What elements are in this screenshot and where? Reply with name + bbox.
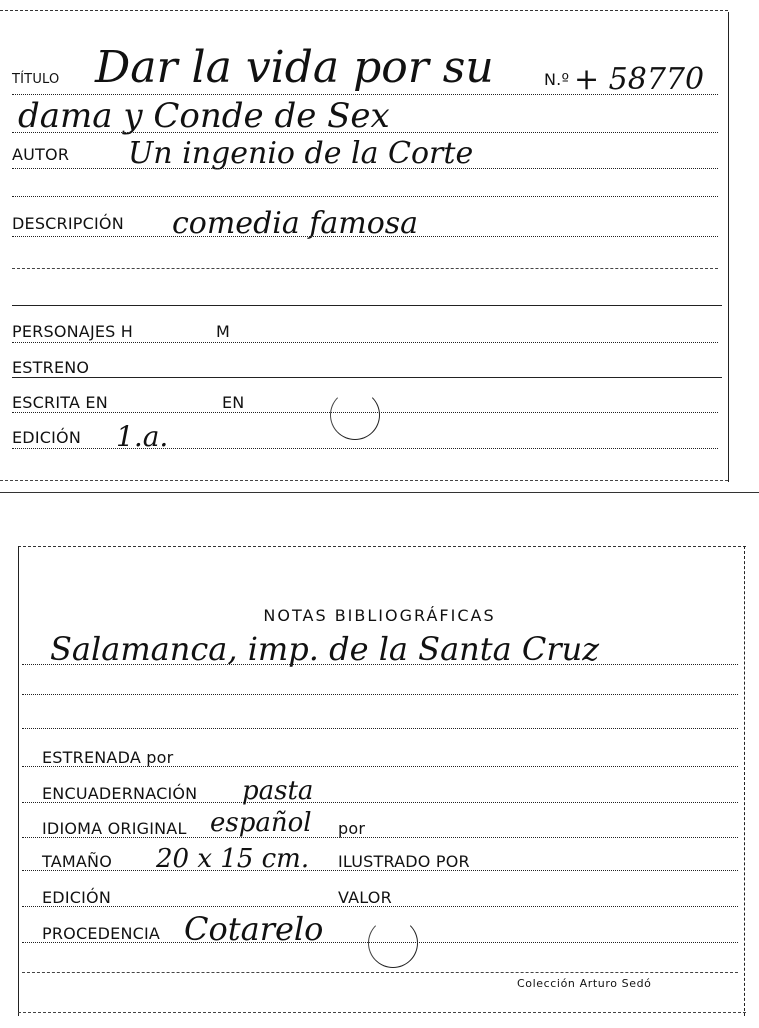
idioma-value: español bbox=[210, 808, 312, 838]
personajes-label: PERSONAJES H bbox=[12, 322, 134, 341]
descripcion-line-2 bbox=[12, 268, 718, 269]
tamano-label: TAMAÑO bbox=[42, 852, 112, 871]
encuadernacion-label: ENCUADERNACIÓN bbox=[42, 784, 198, 803]
procedencia-label: PROCEDENCIA bbox=[42, 924, 161, 943]
notas-line-2 bbox=[22, 694, 738, 695]
estreno-label: ESTRENO bbox=[12, 358, 90, 377]
descripcion-label: DESCRIPCIÓN bbox=[12, 214, 124, 233]
card-bottom-edge bbox=[18, 1012, 746, 1013]
autor-line bbox=[12, 168, 718, 169]
titulo-label: TÍTULO bbox=[12, 72, 60, 87]
notas-heading: NOTAS BIBLIOGRÁFICAS bbox=[263, 606, 496, 625]
escrita-en-label: EN bbox=[222, 393, 245, 412]
edicion-label-2: EDICIÓN bbox=[42, 888, 112, 907]
card-right-edge bbox=[728, 12, 729, 482]
por-label: por bbox=[338, 819, 366, 838]
card-bottom-edge bbox=[0, 480, 728, 481]
titulo-line bbox=[12, 94, 718, 95]
edicion-label: EDICIÓN bbox=[12, 428, 82, 447]
numero-value: + 58770 bbox=[574, 62, 705, 97]
idioma-label: IDIOMA ORIGINAL bbox=[42, 819, 187, 838]
procedencia-value: Cotarelo bbox=[184, 910, 324, 948]
card-divider bbox=[0, 492, 759, 493]
encuadernacion-value: pasta bbox=[242, 776, 314, 806]
tamano-line bbox=[22, 870, 738, 871]
edicion-line bbox=[12, 448, 718, 449]
card-top-edge bbox=[0, 10, 728, 11]
card-top-edge bbox=[18, 546, 746, 547]
descripcion-line bbox=[12, 236, 718, 237]
collection-credit: Colección Arturo Sedó bbox=[517, 977, 652, 990]
catalog-card-front bbox=[0, 0, 759, 492]
estreno-line bbox=[12, 377, 722, 378]
estrenada-label: ESTRENADA por bbox=[42, 748, 174, 767]
autor-label: AUTOR bbox=[12, 145, 70, 164]
edicion-value: 1.a. bbox=[116, 420, 169, 453]
notas-line-3 bbox=[22, 728, 738, 729]
catalog-card-back bbox=[0, 540, 759, 1028]
punch-hole bbox=[330, 390, 380, 440]
notas-line bbox=[22, 664, 738, 665]
titulo-line-2 bbox=[12, 132, 718, 133]
autor-line-2 bbox=[12, 196, 718, 197]
autor-value: Un ingenio de la Corte bbox=[128, 136, 474, 171]
personajes-m-label: M bbox=[216, 322, 231, 341]
edicion-line-2 bbox=[22, 906, 738, 907]
personajes-line bbox=[12, 342, 718, 343]
titulo-value-line1: Dar la vida por su bbox=[95, 42, 494, 93]
card-line-bottom bbox=[22, 972, 738, 973]
section-rule bbox=[12, 305, 722, 306]
punch-hole bbox=[368, 918, 418, 968]
ilustrado-label: ILUSTRADO POR bbox=[338, 852, 470, 871]
tamano-value: 20 x 15 cm. bbox=[156, 844, 310, 874]
encuadernacion-line bbox=[22, 802, 738, 803]
escrita-label: ESCRITA EN bbox=[12, 393, 108, 412]
valor-label: VALOR bbox=[338, 888, 392, 907]
numero-label: N.º bbox=[544, 70, 570, 89]
titulo-value-line2: dama y Conde de Sex bbox=[18, 96, 390, 136]
descripcion-value: comedia famosa bbox=[172, 206, 419, 241]
idioma-line bbox=[22, 837, 738, 838]
estrenada-line bbox=[22, 766, 738, 767]
notas-value: Salamanca, imp. de la Santa Cruz bbox=[50, 630, 600, 668]
